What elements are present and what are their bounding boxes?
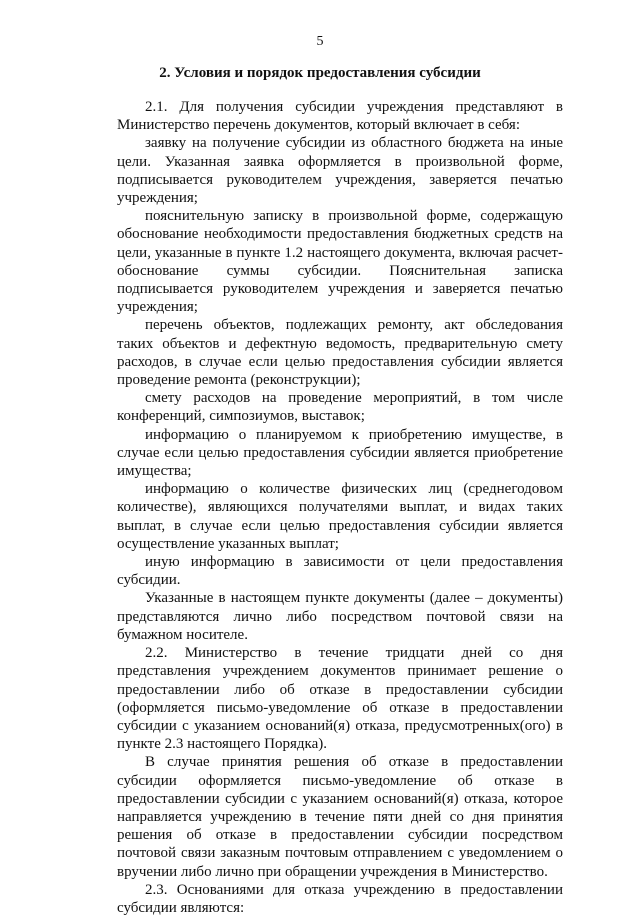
section-title: 2. Условия и порядок предоставления субсидии <box>159 65 481 81</box>
paragraph: заявку на получение субсидии из областного бюджета на иные цели. Указанная заявка оформляется в произвольной форме, подписывается руководителем учреждения, заверяется печатью учреждения; <box>117 135 563 207</box>
paragraph: Указанные в настоящем пункте документы (далее – документы) представляются лично либо посредством почтовой связи на бумажном носителе. <box>117 590 563 643</box>
paragraph: иную информацию в зависимости от цели предоставления субсидии. <box>117 554 563 589</box>
document-body <box>117 98 563 917</box>
page-number: 5 <box>316 34 324 49</box>
paragraph: В случае принятия решения об отказе в предоставлении субсидии оформляется письмо-уведомление об отказе в предоставлении субсидии с указанием оснований(я) отказа, которое направляется учреждению в течение пяти дней со дня принятия решения об отказе в предоставлении субсидии посредством почтовой связи заказным почтовым отправлением с уведомлением о вручении либо лично при обращении учреждения в Министерство. <box>117 754 563 880</box>
paragraph: перечень объектов, подлежащих ремонту, акт обследования таких объектов и дефектную ведомость, предварительную смету расходов, в случае если целью предоставления субсидии является проведение ремонта (реконструкции); <box>117 317 563 389</box>
paragraph: информацию о планируемом к приобретению имуществе, в случае если целью предоставления субсидии является приобретение имущества; <box>117 426 563 480</box>
paragraph: пояснительную записку в произвольной форме, содержащую обоснование необходимости предоставления бюджетных средств на цели, указанные в пункте 1.2 настоящего документа, включая расчет-обоснование суммы субсидии. Пояснительная записка подписывается руководителем учреждения и заверяется печатью учреждения; <box>117 208 563 316</box>
paragraph: 2.1. Для получения субсидии учреждения представляют в Министерство перечень документов, который включает в себя: <box>117 99 563 134</box>
paragraph: 2.3. Основаниями для отказа учреждению в предоставлении субсидии являются: <box>117 881 563 916</box>
paragraph: информацию о количестве физических лиц (среднегодовом количестве), являющихся получателями выплат, и видах таких выплат, в случае если целью предоставления субсидии является осуществление указанных выплат; <box>117 481 563 552</box>
paragraph: 2.2. Министерство в течение тридцати дней со дня представления учреждением документов принимает решение о предоставлении либо об отказе в предоставлении субсидии (оформляется письмо-уведомление об отказе в предоставлении субсидии с указанием оснований(я) отказа, предусмотренных(ого) в пункте 2.3 настоящего Порядка). <box>117 645 563 753</box>
paragraph: смету расходов на проведение мероприятий, в том числе конференций, симпозиумов, выставок; <box>117 390 563 425</box>
